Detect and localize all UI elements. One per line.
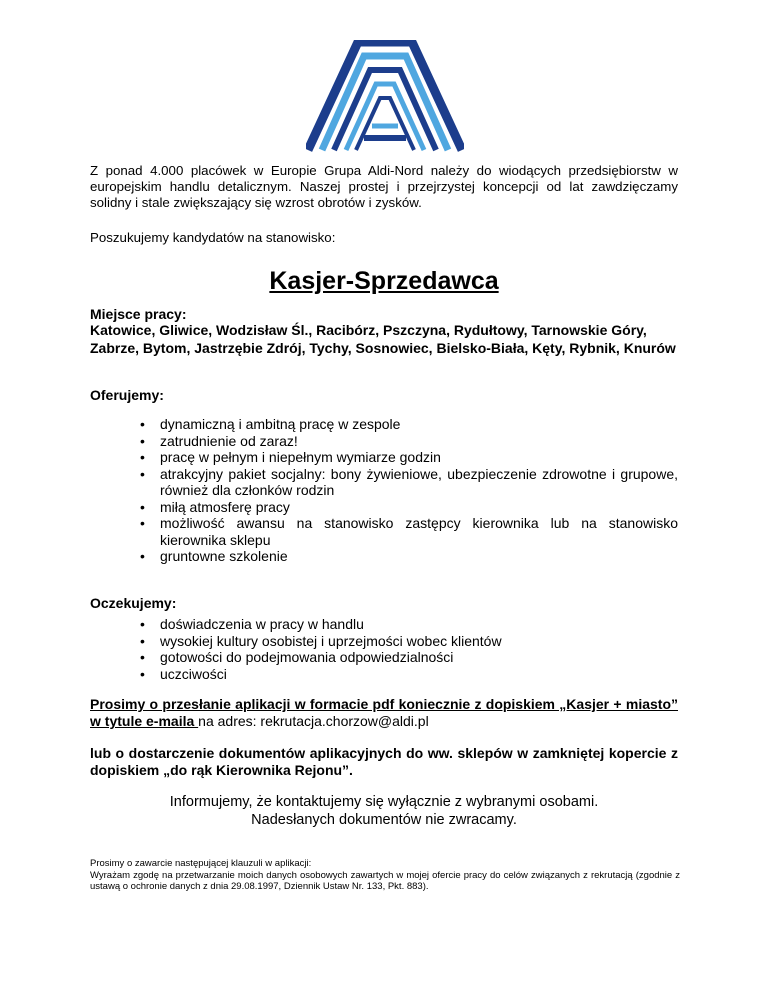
page-title: Kasjer-Sprzedawca (269, 267, 499, 295)
list-item: • gotowości do podejmowania odpowiedzialności (90, 649, 678, 666)
list-item: • pracę w pełnym i niepełnym wymiarze godzin (90, 449, 678, 466)
expect-list (90, 616, 678, 682)
lead-text: Poszukujemy kandydatów na stanowisko: (90, 230, 336, 245)
info-line-1: Informujemy, że kontaktujemy się wyłącznie z wybranymi osobami. (169, 794, 599, 810)
offer-list (90, 416, 678, 565)
deliver-instructions: lub o dostarczenie dokumentów aplikacyjnych do ww. sklepów w zamkniętej kopercie z dopiskiem „do rąk Kierownika Rejonu”. (90, 745, 678, 778)
list-item: • miłą atmosferę pracy (90, 499, 678, 516)
list-item: • uczciwości (90, 666, 678, 683)
apply-email-text: na adres: rekrutacja.chorzow@aldi.pl (198, 713, 429, 729)
list-item: • doświadczenia w pracy w handlu (90, 616, 678, 633)
consent-clause (90, 858, 680, 893)
list-item: • wysokiej kultury osobistej i uprzejmości wobec klientów (90, 633, 678, 650)
info-notice (0, 793, 768, 829)
apply-instructions (90, 696, 678, 730)
list-item: • dynamiczną i ambitną pracę w zespole (90, 416, 678, 433)
list-item: • gruntowne szkolenie (90, 548, 678, 565)
list-item: • atrakcyjny pakiet socjalny: bony żywieniowe, ubezpieczenie zdrowotne i grupowe, również dla członków rodzin (90, 466, 678, 499)
apply-instructions-emphasis: Prosimy o przesłanie aplikacji w formacie pdf koniecznie z dopiskiem „Kasjer + miasto” w tytule e-maila (90, 696, 678, 729)
offer-heading: Oferujemy: (90, 387, 164, 403)
list-item: • zatrudnienie od zaraz! (90, 433, 678, 450)
location-cities: Katowice, Gliwice, Wodzisław Śl., Racibórz, Pszczyna, Rydułtowy, Tarnowskie Góry, Zabrze, Bytom, Jastrzębie Zdrój, Tychy, Sosnowiec, Bielsko-Biała, Kęty, Rybnik, Knurów (90, 322, 676, 356)
consent-clause-intro: Prosimy o zawarcie następującej klauzuli w aplikacji: (90, 858, 312, 869)
expect-heading: Oczekujemy: (90, 595, 177, 611)
consent-clause-text: Wyrażam zgodę na przetwarzanie moich danych osobowych zawartych w mojej ofercie pracy do celów związanych z rekrutacją (zgodnie z ustawą o ochronie danych z dnia 29.08.1997, Dziennik Ustaw Nr. 133, Pkt. 883). (90, 869, 680, 892)
intro-paragraph: Z ponad 4.000 placówek w Europie Grupa Aldi-Nord należy do wiodących przedsiębiorstw w europejskim handlu detalicznym. Naszej prostej i przejrzystej koncepcji od lat zawdzięczamy solidny i stale zwiększający się wzrost obrotów i zysków. (90, 163, 678, 210)
location-label: Miejsce pracy: (90, 306, 187, 322)
list-item: • możliwość awansu na stanowisko zastępcy kierownika lub na stanowisko kierownika sklepu (90, 515, 678, 548)
aldi-nord-logo-icon (306, 40, 464, 152)
info-line-2: Nadesłanych dokumentów nie zwracamy. (251, 812, 517, 828)
